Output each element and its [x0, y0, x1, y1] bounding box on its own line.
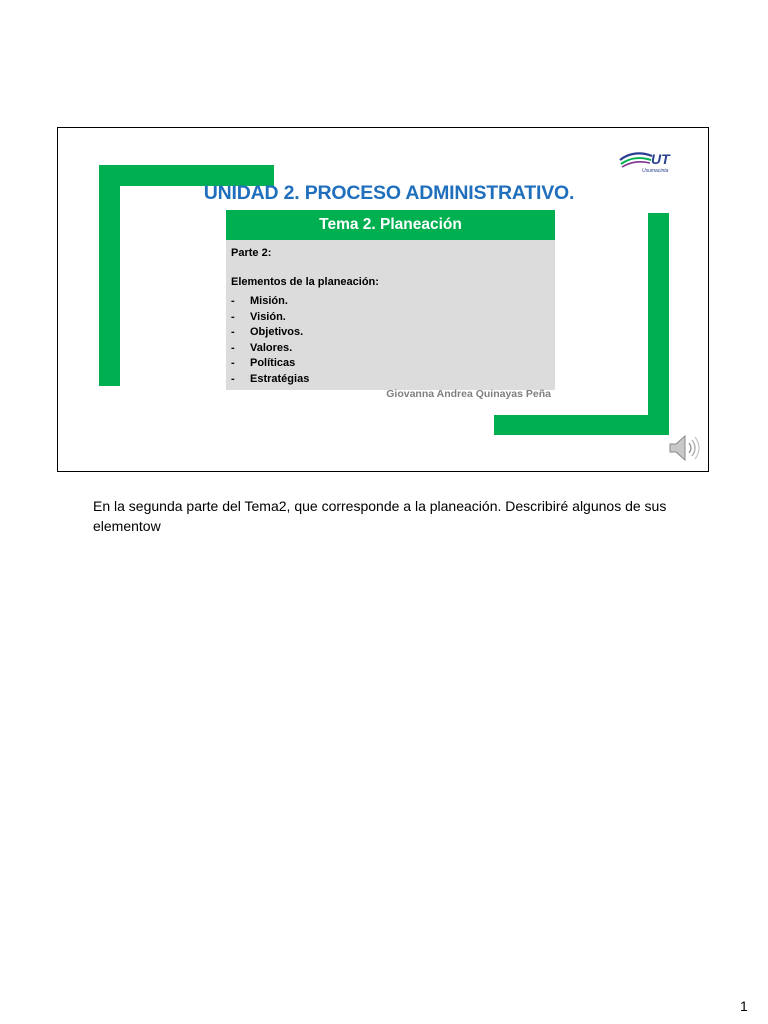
topic-box: [226, 210, 555, 390]
list-dash: -: [231, 357, 235, 369]
slide-title: UNIDAD 2. PROCESO ADMINISTRATIVO.: [203, 182, 575, 204]
topic-header: Tema 2. Planeación: [226, 210, 555, 240]
list-item-text: Visión.: [250, 310, 286, 323]
list-dash: -: [231, 310, 235, 323]
list-dash: -: [231, 326, 235, 338]
ut-logo-icon: [618, 148, 673, 174]
list-item: [231, 372, 549, 388]
list-dash: -: [231, 341, 235, 354]
green-bar-top-left-vertical: [99, 165, 120, 386]
speaker-icon[interactable]: [666, 432, 700, 464]
list-item: [231, 294, 549, 310]
list-item-text: Políticas: [250, 357, 296, 369]
page-number: 1: [740, 998, 748, 1014]
slide-thumbnail: [57, 127, 709, 472]
elements-list: [231, 294, 549, 387]
part-label: Parte 2:: [231, 247, 272, 259]
list-item: [231, 356, 549, 372]
list-item-text: Estratégias: [250, 372, 310, 385]
green-bar-bottom-right-vertical: [648, 213, 669, 434]
list-item-text: Misión.: [250, 295, 288, 307]
list-dash: -: [231, 295, 235, 307]
logo-subtext: Usumacinta: [642, 168, 669, 174]
slide-notes: En la segunda parte del Tema2, que corresponde a la planeación. Describiré algunos de sus elementow: [93, 498, 667, 534]
logo-text: UT: [651, 151, 670, 167]
list-dash: -: [231, 372, 235, 385]
list-item: [231, 310, 549, 326]
list-item-text: Objetivos.: [250, 326, 304, 338]
list-item-text: Valores.: [250, 341, 293, 354]
green-bar-bottom-right-horizontal: [494, 415, 669, 435]
list-item: [231, 341, 549, 357]
topic-body: [226, 240, 555, 387]
list-item: [231, 325, 549, 341]
author-name: Giovanna Andrea Quinayas Peña: [386, 388, 551, 400]
elements-heading: Elementos de la planeación:: [231, 275, 379, 288]
